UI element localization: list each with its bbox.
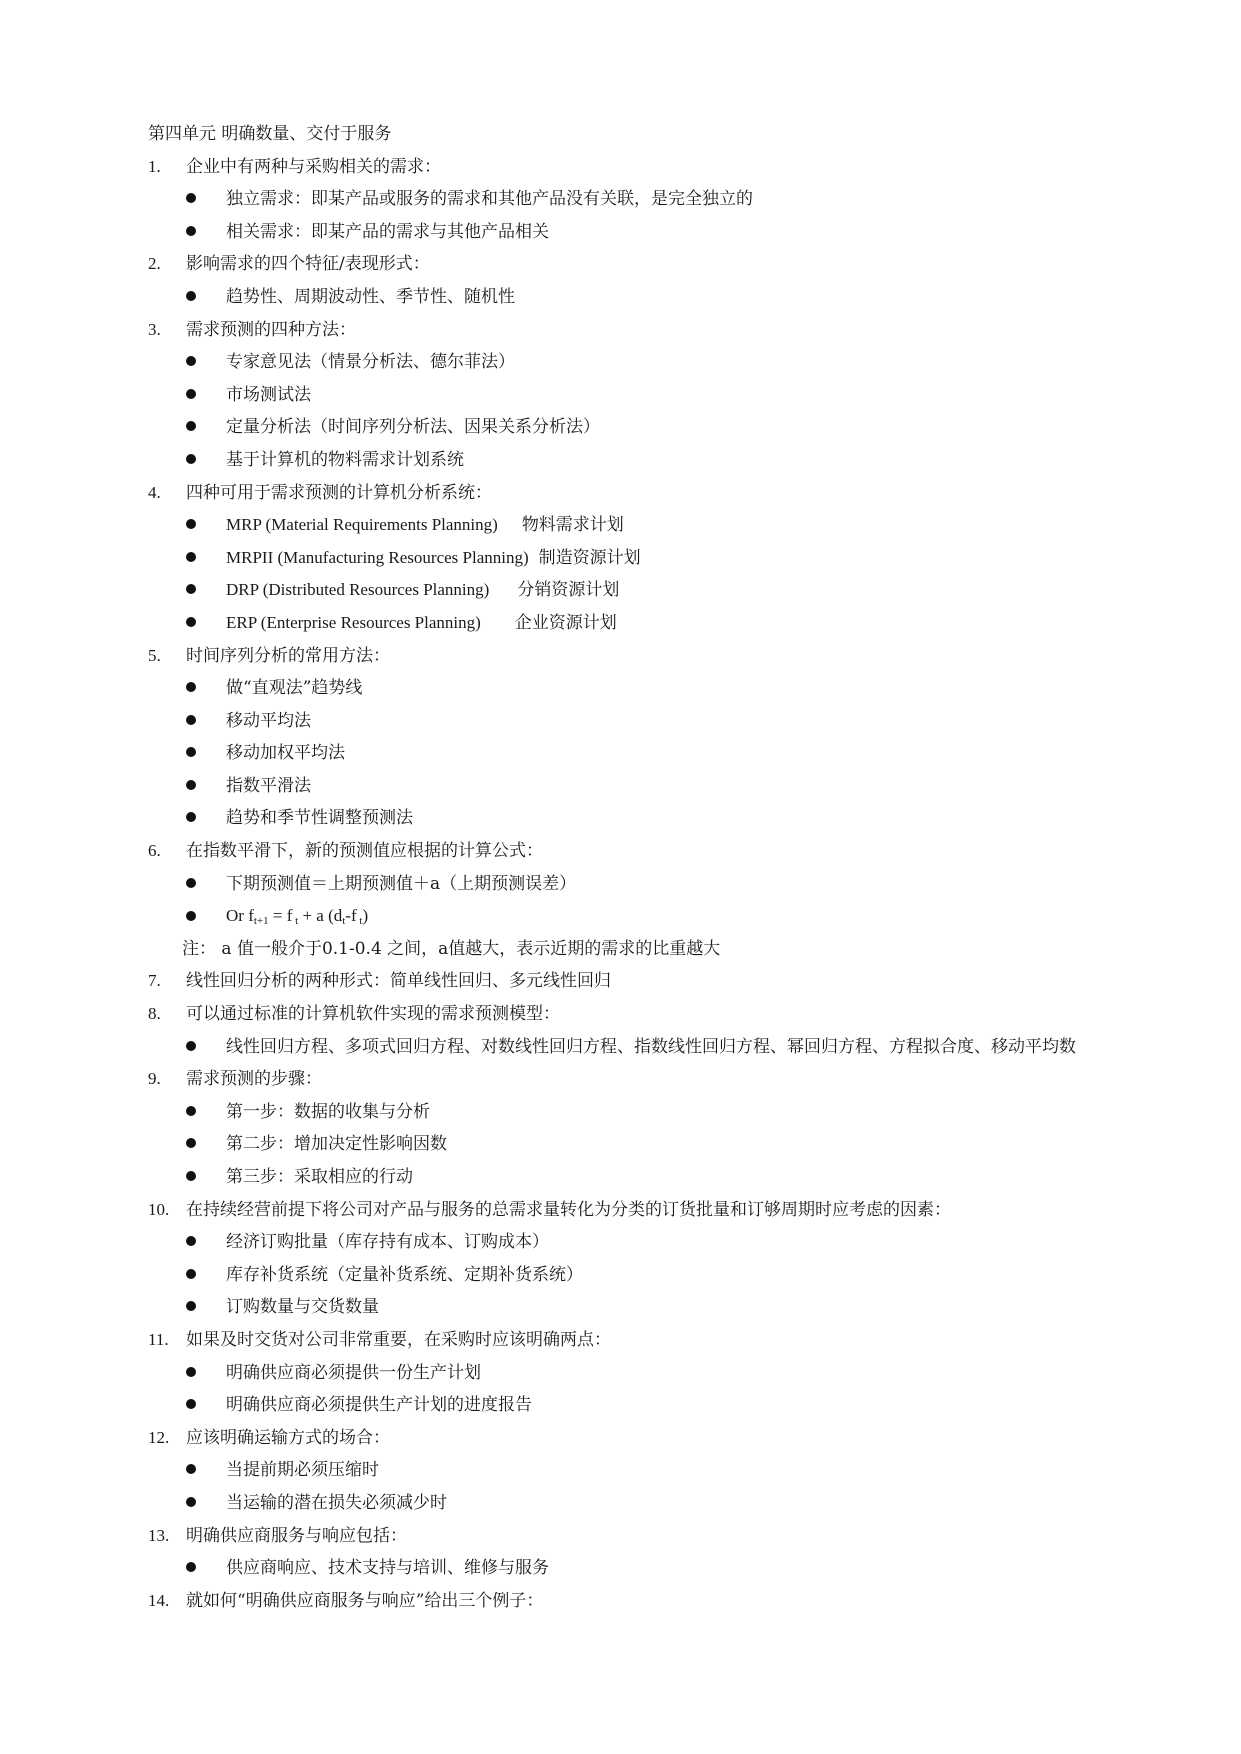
bullet-icon xyxy=(186,780,196,790)
bullet-text: 线性回归方程、多项式回归方程、对数线性回归方程、指数线性回归方程、幂回归方程、方程拟合度、移动平均数 xyxy=(226,1036,1076,1057)
bullet-text: 经济订购批量（库存持有成本、订购成本） xyxy=(226,1232,549,1253)
bullet-text: 趋势和季节性调整预测法 xyxy=(226,808,413,829)
bullet-icon xyxy=(186,193,196,203)
bullet-icon xyxy=(186,389,196,399)
bullet-text: 指数平滑法 xyxy=(226,775,311,796)
note-text: 注： a 值一般介于0.1-0.4 之间，a值越大，表示近期的需求的比重越大 xyxy=(182,938,721,959)
bullet-item xyxy=(148,672,1128,705)
bullet-text: 相关需求：即某产品的需求与其他产品相关 xyxy=(226,221,549,242)
bullet-item xyxy=(148,1552,1128,1585)
system-chinese-name: 企业资源计划 xyxy=(514,612,617,633)
bullet-item xyxy=(148,1128,1128,1161)
bullet-text: 定量分析法（时间序列分析法、因果关系分析法） xyxy=(226,417,600,438)
formula-part: ) xyxy=(362,906,369,926)
section-heading xyxy=(148,640,1128,673)
section-text: 明确供应商服务与响应包括： xyxy=(186,1525,407,1546)
section-heading xyxy=(148,998,1128,1031)
bullet-icon xyxy=(186,682,196,692)
system-chinese-name: 制造资源计划 xyxy=(538,547,641,568)
bullet-item xyxy=(148,1031,1128,1064)
bullet-icon xyxy=(186,226,196,236)
bullet-icon xyxy=(186,552,196,562)
bullet-text: 当提前期必须压缩时 xyxy=(226,1460,379,1481)
bullet-icon xyxy=(186,356,196,366)
bullet-item xyxy=(148,1226,1128,1259)
bullet-item xyxy=(148,1161,1128,1194)
bullet-item xyxy=(148,411,1128,444)
section-number: 2. xyxy=(148,254,161,274)
bullet-text: 供应商响应、技术支持与培训、维修与服务 xyxy=(226,1558,549,1579)
bullet-item xyxy=(148,1389,1128,1422)
bullet-text: 移动平均法 xyxy=(226,710,311,731)
section-text: 企业中有两种与采购相关的需求： xyxy=(186,156,441,177)
bullet-icon xyxy=(186,454,196,464)
bullet-icon xyxy=(186,1464,196,1474)
bullet-item xyxy=(148,1291,1128,1324)
bullet-item xyxy=(148,1357,1128,1390)
bullet-item xyxy=(148,868,1128,901)
section-number: 14. xyxy=(148,1590,170,1610)
section-heading xyxy=(148,1324,1128,1357)
bullet-item xyxy=(148,183,1128,216)
bullet-icon xyxy=(186,1171,196,1181)
bullet-text: 明确供应商必须提供生产计划的进度报告 xyxy=(226,1395,532,1416)
section-heading xyxy=(148,1063,1128,1096)
bullet-text: 专家意见法（情景分析法、德尔菲法） xyxy=(226,352,515,373)
section-text: 在指数平滑下，新的预测值应根据的计算公式： xyxy=(186,841,543,862)
bullet-item xyxy=(148,444,1128,477)
bullet-icon xyxy=(186,1236,196,1246)
bullet-text: 第三步：采取相应的行动 xyxy=(226,1167,413,1187)
bullet-item xyxy=(148,705,1128,738)
bullet-icon xyxy=(186,519,196,529)
bullet-item xyxy=(148,802,1128,835)
formula-subscript: t xyxy=(292,915,299,928)
section-heading xyxy=(148,477,1128,510)
bullet-text: 库存补货系统（定量补货系统、定期补货系统） xyxy=(226,1264,583,1285)
bullet-icon xyxy=(186,1497,196,1507)
section-number: 13. xyxy=(148,1525,170,1545)
bullet-item xyxy=(148,346,1128,379)
bullet-item xyxy=(148,1096,1128,1129)
bullet-icon xyxy=(186,1367,196,1377)
section-heading xyxy=(148,1520,1128,1553)
formula-subscript: t+1 xyxy=(253,915,269,928)
section-heading xyxy=(148,835,1128,868)
bullet-item xyxy=(148,542,1128,575)
bullet-icon xyxy=(186,812,196,822)
formula-subscript: t xyxy=(356,915,363,928)
formula-part: Or f xyxy=(226,906,254,926)
bullet-text: 第二步：增加决定性影响因数 xyxy=(226,1134,447,1155)
formula-item xyxy=(148,900,1128,933)
bullet-item xyxy=(148,379,1128,412)
formula-part: -f xyxy=(345,906,357,926)
section-number: 9. xyxy=(148,1069,161,1089)
bullet-text: 当运输的潜在损失必须减少时 xyxy=(226,1492,447,1513)
bullet-icon xyxy=(186,617,196,627)
system-english-name: MRP (Material Requirements Planning) xyxy=(226,515,498,535)
bullet-icon xyxy=(186,747,196,757)
bullet-text: 做“直观法”趋势线 xyxy=(226,678,363,699)
formula-subscript: t xyxy=(342,915,346,928)
formula-part: = f xyxy=(268,906,293,926)
bullet-icon xyxy=(186,584,196,594)
bullet-item xyxy=(148,281,1128,314)
page-title: 第四单元 明确数量、交付于服务 xyxy=(148,124,392,144)
section-text: 时间序列分析的常用方法： xyxy=(186,645,390,666)
bullet-icon xyxy=(186,1138,196,1148)
section-text: 需求预测的四种方法： xyxy=(186,319,356,340)
bullet-item xyxy=(148,1259,1128,1292)
bullet-text: 市场测试法 xyxy=(226,384,311,405)
bullet-item xyxy=(148,1487,1128,1520)
bullet-icon xyxy=(186,1399,196,1409)
bullet-item xyxy=(148,770,1128,803)
document-body xyxy=(148,118,1128,1617)
section-heading xyxy=(148,965,1128,998)
bullet-text: 下期预测值＝上期预测值＋a（上期预测误差） xyxy=(226,873,577,894)
bullet-item xyxy=(148,1454,1128,1487)
section-text: 四种可用于需求预测的计算机分析系统： xyxy=(186,482,492,503)
bullet-item xyxy=(148,509,1128,542)
section-heading xyxy=(148,1422,1128,1455)
section-text: 应该明确运输方式的场合： xyxy=(186,1427,390,1448)
section-heading xyxy=(148,151,1128,184)
bullet-text: 订购数量与交货数量 xyxy=(226,1297,379,1318)
section-number: 6. xyxy=(148,841,161,861)
section-number: 4. xyxy=(148,482,161,502)
section-text: 在持续经营前提下将公司对产品与服务的总需求量转化为分类的订货批量和订够周期时应考虑的因素： xyxy=(186,1199,951,1220)
bullet-icon xyxy=(186,878,196,888)
section-heading xyxy=(148,1194,1128,1227)
bullet-icon xyxy=(186,1562,196,1572)
bullet-item xyxy=(148,607,1128,640)
section-number: 11. xyxy=(148,1329,169,1349)
section-text: 影响需求的四个特征/表现形式： xyxy=(186,254,430,275)
section-heading xyxy=(148,1585,1128,1618)
bullet-icon xyxy=(186,291,196,301)
bullet-text: 明确供应商必须提供一份生产计划 xyxy=(226,1362,481,1383)
section-text: 线性回归分析的两种形式：简单线性回归、多元线性回归 xyxy=(186,971,611,992)
section-heading xyxy=(148,314,1128,347)
bullet-text: 独立需求：即某产品或服务的需求和其他产品没有关联，是完全独立的 xyxy=(226,189,753,210)
section-text: 如果及时交货对公司非常重要，在采购时应该明确两点： xyxy=(186,1329,611,1350)
bullet-item xyxy=(148,216,1128,249)
section-number: 10. xyxy=(148,1199,170,1219)
bullet-icon xyxy=(186,1106,196,1116)
section-text: 可以通过标准的计算机软件实现的需求预测模型： xyxy=(186,1004,560,1025)
system-english-name: ERP (Enterprise Resources Planning) xyxy=(226,612,481,632)
section-number: 3. xyxy=(148,319,161,339)
bullet-text: 第一步：数据的收集与分析 xyxy=(226,1101,430,1122)
bullet-item xyxy=(148,574,1128,607)
section-number: 5. xyxy=(148,645,161,665)
system-chinese-name: 物料需求计划 xyxy=(521,515,624,536)
system-chinese-name: 分销资源计划 xyxy=(517,580,620,601)
bullet-icon xyxy=(186,421,196,431)
bullet-icon xyxy=(186,1041,196,1051)
section-number: 8. xyxy=(148,1004,161,1024)
bullet-text: 趋势性、周期波动性、季节性、随机性 xyxy=(226,286,515,307)
section-text: 就如何“明确供应商服务与响应”给出三个例子： xyxy=(186,1590,544,1611)
section-number: 7. xyxy=(148,971,161,991)
section-number: 12. xyxy=(148,1427,170,1447)
section-text: 需求预测的步骤： xyxy=(186,1069,322,1090)
bullet-text: 基于计算机的物料需求计划系统 xyxy=(226,449,464,470)
bullet-text: 移动加权平均法 xyxy=(226,743,345,764)
formula-part: + a (d xyxy=(298,906,343,926)
bullet-icon xyxy=(186,1301,196,1311)
section-heading xyxy=(148,248,1128,281)
system-english-name: DRP (Distributed Resources Planning) xyxy=(226,580,490,600)
bullet-icon xyxy=(186,911,196,921)
bullet-icon xyxy=(186,1269,196,1279)
system-english-name: MRPII (Manufacturing Resources Planning) xyxy=(226,547,529,567)
bullet-item xyxy=(148,737,1128,770)
bullet-icon xyxy=(186,715,196,725)
section-number: 1. xyxy=(148,156,161,176)
